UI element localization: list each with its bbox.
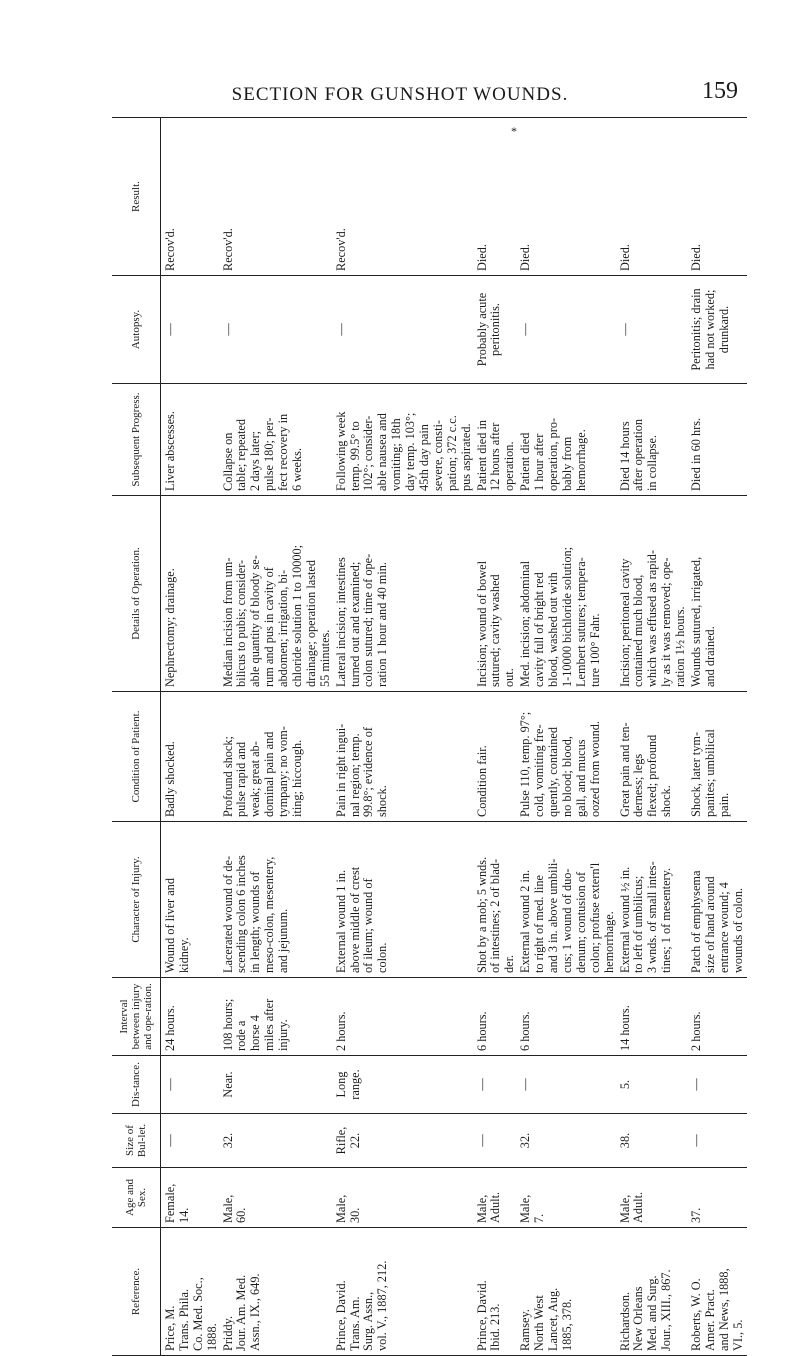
cell-line: pulse 180; per- [262,417,277,491]
cell-line: Male, [474,1194,489,1223]
cell-line: der. [502,954,517,973]
cell-size: Rifle, 22. [334,1114,475,1168]
column-header: Character of Injury. [112,822,161,978]
column-header: Reference. [112,1228,161,1356]
cell-line: severe, consti- [430,419,445,491]
cell-line: table; repeated [234,418,249,491]
page-number: 159 [702,78,738,104]
cell-condition [518,692,617,822]
cell-line: External wound 1 in. [333,869,348,973]
cell-distance: — [689,1056,747,1114]
cell-line: Pain in right ingui- [333,723,348,817]
cell-injury [161,822,221,978]
cell-line: Roberts, W. O. [688,1278,703,1351]
cell-line: size of hand around [702,876,717,973]
cell-result: Died. [518,118,617,276]
cell-size: — [689,1114,747,1168]
cell-line: Collapse on [220,432,235,491]
column-header: Size of Bul-let. [112,1114,161,1168]
cell-age [689,1168,747,1228]
cell-line: temp. 99.5° to [347,421,362,491]
cell-injury [689,822,747,978]
cell-condition [689,692,747,822]
cell-line: Lateral incision; intestines [333,557,348,687]
cell-reference [618,1228,689,1356]
cell-progress [689,384,747,496]
cell-line: no blood; blood, [559,736,574,817]
cell-autopsy: — [221,276,334,384]
cell-interval [221,978,334,1056]
column-header: Subsequent Progress. [112,384,161,496]
cell-line: Jour., XIII., 867. [659,1269,674,1351]
cell-age [518,1168,617,1228]
cell-line: Patch of emphysema [688,870,703,973]
cell-line: Lancet, Aug. [546,1287,561,1351]
cell-line: colon; profuse extern'l [587,862,602,973]
cell-reference [334,1228,475,1356]
cell-line: Nephrectomy; drainage. [163,568,177,687]
cell-age [618,1168,689,1228]
cell-interval [475,978,519,1056]
cell-line: shock. [659,785,674,817]
cell-result: Died. [475,118,519,276]
cell-line: 14. [176,1207,191,1223]
cell-line: pulse rapid and [234,741,249,817]
cell-line: Great pain and ten- [617,722,632,817]
cell-line: Assn., IX., 649. [248,1273,263,1351]
cell-line: able nausea and [375,413,390,491]
cell-reference [475,1228,519,1356]
cell-age [334,1168,475,1228]
cell-line: Price, M. [163,1305,177,1351]
cell-progress [221,384,334,496]
cell-autopsy: — [518,276,617,384]
cell-line: 7. [532,1213,547,1223]
cell-line: ly as it was removed; ope- [659,557,674,687]
cell-line: in collapse. [645,434,660,491]
cell-injury [334,822,475,978]
cell-interval [518,978,617,1056]
cell-distance: 5. [618,1056,689,1114]
cell-line: blood, washed out with [546,572,561,687]
cell-line: Profound shock; [220,736,235,817]
cell-line: Male, [333,1194,348,1223]
cell-line: to left of umbilicus; [631,875,646,973]
column-header: Age and Sex. [112,1168,161,1228]
cell-line: shock. [375,785,390,817]
cell-interval [334,978,475,1056]
cell-line: VI., 5. [730,1319,745,1351]
cell-line: New Orleans [631,1286,646,1351]
cell-line: Surg. Assn., [361,1291,376,1351]
cell-line: Died in 60 hrs. [688,417,703,491]
cell-line: 1-10000 bichloride solution; [559,546,574,687]
cell-line: Median incision from um- [220,557,235,687]
cell-line: flexed; profound [645,734,660,817]
cell-autopsy: Probably acute peritonitis. [475,276,519,384]
cell-autopsy: — [618,276,689,384]
cell-line: Amer. Pract. [702,1289,717,1351]
cell-line: Patient died [518,432,533,491]
cell-line: cavity full of bright red [532,572,547,687]
column-header: Autopsy. [112,276,161,384]
cell-line: Priddy. [220,1315,235,1351]
cell-line: entrance wound; 4 [716,882,731,973]
cell-line: Co. Med. Soc., [190,1277,205,1351]
cell-autopsy: — [161,276,221,384]
cell-line: 30. [347,1207,362,1223]
cell-injury [475,822,519,978]
cell-result: Recov'd. [334,118,475,276]
cell-distance: Long range. [334,1056,475,1114]
cell-reference [689,1228,747,1356]
cell-line: 6 hours. [518,1011,533,1051]
cell-line: fect recovery in [276,413,291,491]
cell-line: 14 hours. [617,1005,632,1051]
cell-line: turned out and examined; [347,561,362,687]
cell-line: nal region; temp. [347,733,362,817]
cell-line: and News, 1888, [716,1268,731,1351]
cell-reference [518,1228,617,1356]
cell-line: pain. [716,792,731,817]
cell-line: pation; 372 c.c. [444,415,459,491]
cell-condition [475,692,519,822]
column-header: Details of Operation. [112,496,161,692]
cell-line: Ibid. 213. [488,1303,503,1351]
cell-condition [221,692,334,822]
gunshot-wounds-table [112,117,747,1356]
cell-line: panites; umbilical [702,729,717,817]
cell-condition [161,692,221,822]
cell-reference [221,1228,334,1356]
cell-line: 2 hours. [688,1011,703,1051]
cell-line: to right of med. line [532,874,547,973]
table-row [475,118,519,1356]
cell-line: drainage; operation lasted [303,559,318,687]
table-body [161,118,747,1356]
cell-line: miles after [262,998,277,1051]
cell-line: Wound of liver and [163,878,177,973]
table-row [518,118,617,1356]
rotated-table-container [112,118,745,1356]
cell-line: Jour. Am. Med. [234,1274,249,1351]
cell-age [161,1168,221,1228]
cell-line: abdomen; irrigation, bi- [276,569,291,687]
cell-line: vol. V., 1887, 212. [375,1260,390,1351]
cell-line: 1888. [204,1323,219,1351]
cell-line: bably from [559,436,574,491]
cell-line: iting; hiccough. [290,739,305,817]
cell-line: derness; legs [631,753,646,817]
cell-line: Incision; peritoneal cavity [617,558,632,687]
cell-line: North West [532,1295,547,1351]
cell-progress [618,384,689,496]
cell-distance: — [161,1056,221,1114]
cell-line: External wound 2 in. [518,869,533,973]
cell-line: meso-colon, mesentery, [262,856,277,973]
cell-line: 1 hour after [532,433,547,491]
cell-line: rum and pus in cavity of [262,567,277,687]
cell-distance: — [475,1056,519,1114]
cell-line: hemorrhage. [601,911,616,973]
cell-line: 6 weeks. [290,447,305,491]
cell-line: 99.8°; evidence of [361,727,376,817]
column-header: Condition of Patient. [112,692,161,822]
cell-line: contained much blood, [631,574,646,687]
cell-line: able quantity of bloody se- [248,555,263,687]
cell-result: Died. [618,118,689,276]
cell-line: vomiting; 18th [389,418,404,491]
cell-progress [518,384,617,496]
cell-result: Died. [689,118,747,276]
cell-line: Shot by a mob; 5 wnds. [474,856,489,973]
cell-line: ration 1 hour and 40 min. [375,562,390,687]
cell-line: 1885, 378. [559,1298,574,1351]
cell-line: 24 hours. [163,1005,177,1051]
cell-line: and drained. [702,626,717,687]
cell-details [161,496,221,692]
cell-line: 45th day pain [417,424,432,491]
cell-result: Recov'd. [221,118,334,276]
cell-injury [221,822,334,978]
cell-reference [161,1228,221,1356]
cell-line: Med. incision; abdominal [518,560,533,687]
asterisk-mark: * [511,124,517,138]
cell-line: 55 minutes. [317,629,332,687]
cell-line: Incision; wound of bowel [474,560,489,687]
cell-line: Condition fair. [474,745,489,817]
cell-line: ture 100° Fahr. [587,613,602,687]
cell-line: denum; contusion of [573,871,588,973]
cell-line: weak; great ab- [248,741,263,817]
cell-line: colon sutured; time of ope- [361,553,376,687]
cell-line: Shock, later tym- [688,731,703,817]
cell-line: 60. [234,1207,249,1223]
cell-line: scending colon 6 inches [234,855,249,973]
column-header: Result. [112,118,161,276]
cell-interval [689,978,747,1056]
cell-line: Adult. [488,1191,503,1223]
cell-interval [618,978,689,1056]
cell-line: and 3 in. above umbili- [546,858,561,973]
column-header: Interval between injury and ope-ration. [112,978,161,1056]
cell-progress [475,384,519,496]
cell-line: quently, contained [546,726,561,817]
cell-line: Male, [220,1194,235,1223]
cell-injury [618,822,689,978]
cell-autopsy: Peritonitis; drain had not worked; drunkard. [689,276,747,384]
cell-line: horse 4 [248,1015,263,1051]
cell-line: Adult. [631,1191,646,1223]
cell-line: Died 14 hours [617,421,632,491]
cell-line: wounds of colon. [730,887,745,973]
cell-autopsy: — [334,276,475,384]
cell-line: ration 1½ hours. [673,606,688,687]
cell-line: in length; wounds of [248,871,263,973]
cell-distance: Near. [221,1056,334,1114]
cell-line: Pulse 110, temp. 97°; [518,711,533,817]
cell-size: — [161,1114,221,1168]
cell-line: Prince, David. [333,1280,348,1351]
cell-line: Liver abscesses. [163,411,177,491]
cell-line: tines; 1 of mesentery. [659,867,674,973]
cell-line: after operation [631,418,646,491]
cell-line: chloride solution 1 to 10000; [290,544,305,687]
cell-size: 32. [518,1114,617,1168]
cell-age [475,1168,519,1228]
cell-injury [518,822,617,978]
cell-line: of intestines; 2 of blad- [488,858,503,973]
cell-line: gall, and mucus [573,739,588,817]
cell-line: Trans. Phila. [176,1288,191,1351]
cell-line: sutured; cavity washed [488,574,503,687]
table-row [334,118,475,1356]
cell-interval [161,978,221,1056]
cell-line: Trans. Am. [347,1296,362,1351]
cell-line: oozed from wound. [587,721,602,817]
cell-condition [618,692,689,822]
cell-line: Prince, David. [474,1280,489,1351]
cell-size: 38. [618,1114,689,1168]
table-row [618,118,689,1356]
cell-line: colon. [375,942,390,973]
cell-line: of ileum; wound of [361,878,376,973]
page-header [0,78,800,114]
cell-line: tympany; no vom- [276,726,291,817]
cell-details [334,496,475,692]
cell-size: — [475,1114,519,1168]
table-row [221,118,334,1356]
cell-line: out. [502,668,517,687]
column-header-row [112,118,161,1356]
cell-line: 3 wnds. of small intes- [645,861,660,973]
cell-line: 6 hours. [474,1011,489,1051]
cell-line: External wound ½ in. [617,866,632,973]
cell-condition [334,692,475,822]
cell-details [475,496,519,692]
cell-line: Ramsey. [518,1309,533,1351]
cell-line: Lacerated wound of de- [220,855,235,973]
cell-age [221,1168,334,1228]
cell-line: Male, [518,1194,533,1223]
cell-details [689,496,747,692]
cell-line: day temp. 103°; [403,412,418,491]
cell-line: 2 hours. [333,1011,348,1051]
cell-line: pus aspirated. [458,423,473,491]
cell-line: Med. and Surg. [645,1275,660,1351]
cell-line: operation. [502,441,517,491]
cell-line: Male, [617,1194,632,1223]
cell-progress [161,384,221,496]
section-title: SECTION FOR GUNSHOT WOUNDS. [231,84,569,105]
cell-line: injury. [276,1019,291,1051]
cell-progress [334,384,475,496]
cell-details [618,496,689,692]
cell-line: dominal pain and [262,731,277,817]
table-row [161,118,221,1356]
cell-line: 37. [688,1207,703,1223]
cell-distance: — [518,1056,617,1114]
cell-line: 2 days later; [248,430,263,491]
cell-line: 102°; consider- [361,415,376,491]
cell-line: Badly shocked. [163,741,177,817]
cell-line: cold, vomiting fre- [532,724,547,817]
cell-line: Female, [163,1183,177,1223]
cell-line: Wounds sutured, irrigated, [688,556,703,687]
cell-line: above middle of crest [347,866,362,973]
cell-line: hemorrhage. [573,429,588,491]
cell-line: kidney. [176,937,191,973]
cell-result: Recov'd. [161,118,221,276]
table-row [689,118,747,1356]
cell-details [221,496,334,692]
cell-line: Lembert sutures; tempera- [573,557,588,687]
cell-line: 108 hours; [220,998,235,1051]
cell-line: Richardson. [617,1291,632,1351]
cell-size: 32. [221,1114,334,1168]
cell-line: bilicus to pubis; consider- [234,559,249,687]
cell-line: and jejunum. [276,908,291,973]
cell-line: operation, pro- [546,417,561,491]
cell-details [518,496,617,692]
cell-line: which was effused as rapid- [645,549,660,687]
cell-line: Following week [333,411,348,491]
cell-line: cus; 1 wound of duo- [559,868,574,973]
column-header: Dis-tance. [112,1056,161,1114]
cell-line: Patient died in [474,419,489,491]
cell-line: 12 hours after [488,422,503,491]
cell-line: rode a [234,1020,249,1051]
